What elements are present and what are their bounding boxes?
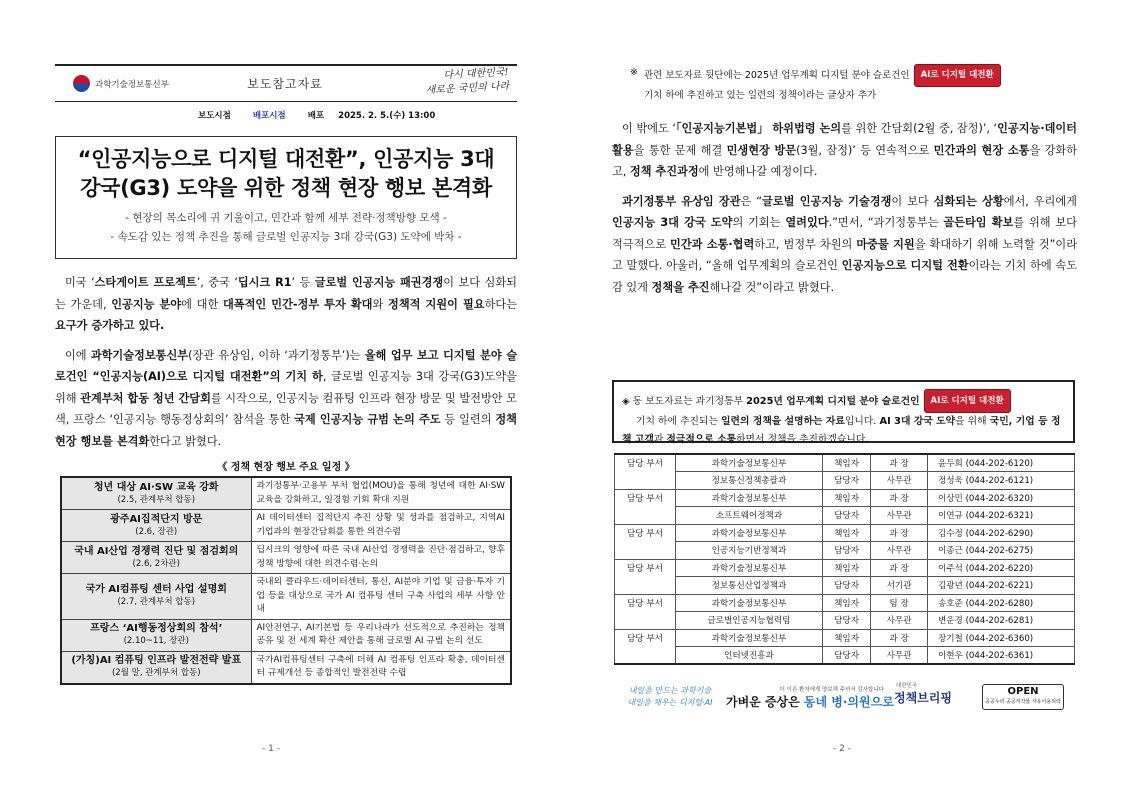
- contact-row: 담당 부서 과학기술정보통신부 책임자 과 장 이주석 (044-202-6220): [615, 559, 1075, 577]
- paragraph-1: 미국 ‘스타게이트 프로젝트’, 중국 ‘딥시크 R1’ 등 글로벌 인공지능 패권경쟁이 보다 심화되는 가운데, 인공지능 분야에 대한 대폭적인 민간-정부 투자 확대와 정책적 지원이 필요하다는 요구가 증가하고 있다.: [55, 276, 517, 332]
- schedule-event: 청년 대상 AI·SW 교육 강화: [93, 481, 219, 493]
- headline-line-2: 강국(G3) 도약을 위한 정책 현장 행보 본격화: [80, 176, 492, 200]
- schedule-row: [61, 477, 511, 510]
- embargo-label: 보도시점: [198, 111, 231, 121]
- schedule-event: (가칭)AI 컴퓨팅 인프라 발전전략 발표: [71, 655, 242, 666]
- page-2: [612, 64, 1077, 306]
- note-text: 관련 보도자료 뒷단에는 2025년 업무계획 디지털 분야 슬로건인: [644, 70, 910, 81]
- contact-name: 장기철 (044-202-6360): [927, 629, 1074, 647]
- schedule-date: (2월 말, 관계부처 합동): [111, 668, 201, 678]
- page-number-1: - 1 -: [262, 744, 280, 754]
- contacts-table: [614, 453, 1075, 665]
- headline-box: [55, 136, 517, 259]
- subheadline-2: - 속도감 있는 정책 추진을 통해 글로벌 인공지능 3대 강국(G3) 도약에 박차 -: [110, 231, 462, 243]
- ministry-logo: [55, 75, 205, 92]
- schedule-row: [61, 574, 511, 620]
- paragraph-2: 이에 과학기술정보통신부(장관 유상임, 이하 ‘과기정통부’)는 올해 업무 보고 디지털 분야 슬로건인 “인공지능(AI)으로 디지털 대전환”의 기치 하, 글로벌 인공지능 3대 강국(G3)도약을 위해 관계부처 합동 청년 간담회를 시작으로, 인공지능 컴퓨팅 인프라 현장 방문 및 발전방안 모색, 프랑스 ‘인공지능 행동정상회의’ 참석을 통한 국제 인공지능 규범 논의 주도 등 일련의 정책 현장 행보를 본격화한다고 밝혔다.: [55, 348, 517, 448]
- contact-row: 인공지능기반정책과 담당자 사무관 이종근 (044-202-6275): [615, 542, 1075, 560]
- slogan-badge: AI로 디지털 대전환: [914, 64, 1001, 87]
- schedule-event: 국내 AI산업 경쟁력 진단 및 점검회의: [74, 545, 239, 557]
- schedule-row: [61, 619, 511, 651]
- schedule-date: (2.6, 장관): [135, 526, 178, 537]
- dept-label: 담당 부서: [615, 559, 676, 594]
- schedule-desc: 국내외 클라우드·데이터센터, 통신, AI분야 기업 및 금융·투자 기업 등을 대상으로 국가 AI 컴퓨팅 센터 구축 사업의 세부 사항 안내: [251, 574, 511, 620]
- distribution-label: 배포시점: [252, 111, 286, 121]
- contact-name: 김수정 (044-202-6290): [927, 524, 1074, 542]
- note-mark: ※: [630, 67, 638, 78]
- open-license-badge: OPEN 공공누리 공공저작물 자유이용허락: [982, 684, 1064, 710]
- dept-label: 담당 부서: [615, 524, 676, 559]
- schedule-desc: 딥시크의 영향에 따른 국내 AI산업 경쟁력을 진단·점검하고, 향후 정책 방향에 대한 의견수렴·논의: [251, 542, 511, 574]
- science-slogan-logo: 내일을 만드는 과학기술 내일을 채우는 디지털·AI: [627, 686, 713, 707]
- contact-name: 윤두희 (044-202-6120): [927, 454, 1074, 472]
- contact-name: 이현우 (044-202-6361): [927, 647, 1074, 665]
- doc-type: 보도참고자료: [247, 77, 323, 91]
- contact-row: 담당 부서 과학기술정보통신부 책임자 과 장 장기철 (044-202-6360): [615, 629, 1075, 647]
- dept-label: 담당 부서: [615, 454, 676, 489]
- contact-row: 인터넷진흥과 담당자 사무관 이현우 (044-202-6361): [615, 647, 1075, 665]
- contact-row: 글로벌인공지능협력팀 담당자 사무관 변운경 (044-202-6281): [615, 612, 1075, 630]
- paragraph-3: 이 밖에도 ‘「인공지능기본법」 하위법령 논의를 위한 간담회(2월 중, 잠정)’, ‘인공지능·데이터 활용을 통한 문제 해결 민생현장 방문(3월, 잠정)’ 등 연속적으로 민간과의 현장 소통을 강화하고, 정책 추진과정에 반영해나갈 예정이다.: [612, 122, 1078, 178]
- schedule-date: (2.10~11, 장관): [123, 636, 189, 646]
- body-page-2: [612, 118, 1077, 298]
- schedule-table: [60, 476, 512, 685]
- issued-value: 2025. 2. 5.(수) 13:00: [338, 111, 436, 121]
- contact-name: 변운경 (044-202-6281): [927, 612, 1074, 630]
- page-1: [55, 64, 517, 685]
- schedule-event: 광주AI집적단지 방문: [110, 513, 203, 525]
- body-page-1: [55, 272, 517, 452]
- dept-label: 담당 부서: [615, 629, 676, 664]
- contact-name: 이종근 (044-202-6275): [927, 542, 1074, 560]
- schedule-desc: AI안전연구, AI기본법 등 우리나라가 선도적으로 추진하는 정책 공유 및 전 세계 확산 제안을 통해 글로벌 AI 규범 논의 선도: [251, 619, 511, 651]
- schedule-row: [61, 542, 511, 574]
- contact-name: 이주석 (044-202-6220): [927, 559, 1074, 577]
- contact-row: 정보통신정책총괄과 담당자 사무관 정성욱 (044-202-6121): [615, 472, 1075, 490]
- schedule-desc: 과기정통부·고용부 부처 협업(MOU)을 통해 청년에 대한 AI·SW교육을 강화하고, 일경험 기회 확대 지원: [251, 477, 511, 510]
- slogan-badge: AI로 디지털 대전환: [924, 389, 1011, 413]
- contact-name: 이상민 (044-202-6320): [927, 489, 1074, 507]
- diamond-icon: ◈: [622, 396, 630, 407]
- editor-note: [612, 64, 1077, 104]
- contact-row: 담당 부서 과학기술정보통신부 책임자 팀 장 송호준 (044-202-6280): [615, 594, 1075, 612]
- schedule-event: 국가 AI컴퓨팅 센터 사업 설명회: [85, 584, 227, 596]
- contact-name: 김광년 (044-202-6221): [927, 577, 1074, 595]
- contact-row: 담당 부서 과학기술정보통신부 책임자 과 장 김수정 (044-202-6290): [615, 524, 1075, 542]
- footer-banners: [626, 678, 1076, 716]
- contact-name: 이연규 (044-202-6321): [927, 507, 1074, 525]
- subheadline-1: - 현장의 목소리에 귀 기울이고, 민간과 함께 세부 전략·정책방향 모색 -: [125, 212, 447, 224]
- issued-label: 배포: [307, 111, 325, 121]
- hospital-campaign-banner: 더 이른 환자에게 양보해 주셔서 감사합니다 가벼운 증상은 동네 병·의원으로: [726, 686, 894, 709]
- schedule-row: [61, 510, 511, 542]
- schedule-desc: AI 데이터센터 집적단지 추진 상황 및 성과를 점검하고, 지역AI 기업과의 현장간담회를 통한 의견수렴: [251, 510, 511, 542]
- headline-line-1: “인공지능으로 디지털 대전환”, 인공지능 3대: [77, 147, 495, 171]
- contact-name: 정성욱 (044-202-6121): [927, 472, 1074, 490]
- schedule-date: (2.7, 관계부처 합동): [117, 597, 196, 608]
- contact-row: 소프트웨어정책과 담당자 사무관 이연규 (044-202-6321): [615, 507, 1075, 525]
- schedule-desc: 국가AI컴퓨팅센터 구축에 더해 AI 컴퓨팅 인프라 확충, 데이터센터 규제개선 등 종합적인 발전전략 수립: [251, 651, 511, 684]
- schedule-date: (2.6, 2차관): [132, 558, 180, 569]
- contact-row: 정보통신산업정책과 담당자 서기관 김광년 (044-202-6221): [615, 577, 1075, 595]
- taegeuk-icon: [73, 75, 90, 92]
- summary-box: ◈ 동 보도자료는 과기정통부 2025년 업무계획 디지털 분야 슬로건인 AI로 디지털 대전환 기치 하에 추진되는 일련의 정책을 설명하는 자료입니다. AI 3대 강국 도약을 위해 국민, 기업 등 정책 고객과 적극적으로 소통하면서 정책을 추진하겠습니다.: [612, 380, 1075, 443]
- schedule-date: (2.5, 관계부처 합동): [117, 494, 196, 505]
- schedule-title: 《 정책 현장 행보 주요 일정 》: [217, 462, 355, 473]
- release-times: [55, 104, 517, 126]
- ministry-name: 과학기술정보통신부: [95, 79, 169, 90]
- dept-label: 담당 부서: [615, 594, 676, 629]
- contact-row: 담당 부서 과학기술정보통신부 책임자 과 장 이상민 (044-202-6320): [615, 489, 1075, 507]
- policy-briefing-logo: 대한민국 정책브리핑: [894, 682, 952, 705]
- paragraph-4: 과기정통부 유상임 장관은 “글로벌 인공지능 기술경쟁이 보다 심화되는 상황에서, 우리에게 인공지능 3대 강국 도약의 기회는 열려있다.”면서, “과기정통부는 골든타임 확보를 위해 보다 적극적으로 민간과 소통·협력하고, 범정부 차원의 마중물 지원을 확대하기 위해 노력할 것”이라고 말했다. 아울러, “올해 업무계획의 슬로건인 인공지능으로 디지털 전환이라는 기치 하에 속도감 있게 정책을 추진해나갈 것”이라고 밝혔다.: [612, 194, 1078, 294]
- contact-name: 송호준 (044-202-6280): [927, 594, 1074, 612]
- schedule-row: [61, 651, 511, 684]
- note-text-2: 기치 하에 추진하고 있는 일련의 정책이라는 글상자 추가: [644, 90, 877, 101]
- press-header: [55, 64, 517, 102]
- dept-label: 담당 부서: [615, 489, 676, 524]
- page-number-2: - 2 -: [833, 744, 851, 754]
- contact-row: 담당 부서 과학기술정보통신부 책임자 과 장 윤두희 (044-202-6120): [615, 454, 1075, 472]
- slogan-signature: 다시 대한민국! 새로운 국민의 나라: [425, 66, 510, 97]
- schedule-event: 프랑스 ‘AI행동정상회의 참석’: [90, 623, 223, 634]
